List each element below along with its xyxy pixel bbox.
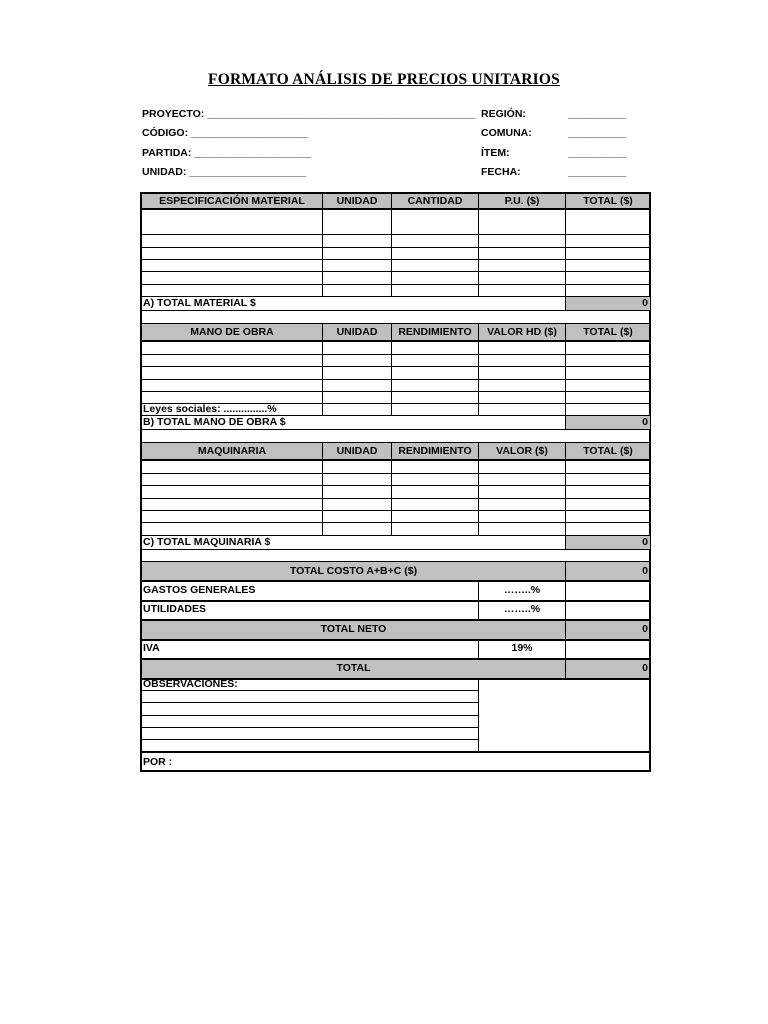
maquinaria-col-rendimiento: RENDIMIENTO — [398, 445, 472, 457]
region-field[interactable]: __________ — [568, 108, 627, 120]
fecha-field[interactable]: __________ — [568, 166, 627, 178]
maquinaria-col-valor: VALOR ($) — [496, 445, 548, 457]
total-neto-value: 0 — [642, 623, 648, 635]
material-col-especificacion: ESPECIFICACIÓN MATERIAL — [159, 195, 305, 207]
material-col-unidad: UNIDAD — [336, 195, 378, 207]
iva-label: IVA — [143, 642, 160, 654]
maquinaria-col-maquinaria: MAQUINARIA — [197, 445, 267, 457]
proyecto-field[interactable]: PROYECTO: ______________________________________________ — [142, 108, 476, 120]
total-neto-label: TOTAL NETO — [320, 623, 387, 635]
unidad-field[interactable]: UNIDAD: ____________________ — [142, 166, 307, 178]
mano-obra-col-valor-hd: VALOR HD ($) — [487, 326, 557, 338]
maquinaria-total-value: 0 — [642, 536, 648, 548]
mano-obra-total-label: B) TOTAL MANO DE OBRA $ — [143, 416, 286, 428]
maquinaria-col-total: TOTAL ($) — [583, 445, 633, 457]
utilidades-label: UTILIDADES — [143, 603, 206, 615]
observaciones-label: OBSERVACIONES: — [143, 678, 238, 690]
maquinaria-total-label: C) TOTAL MAQUINARIA $ — [143, 536, 271, 548]
total-costo-label: TOTAL COSTO A+B+C ($) — [289, 565, 418, 577]
iva-pct: 19% — [511, 642, 533, 654]
material-total-label: A) TOTAL MATERIAL $ — [143, 297, 256, 309]
comuna-field[interactable]: __________ — [568, 127, 627, 139]
mano-obra-col-rendimiento: RENDIMIENTO — [398, 326, 472, 338]
mano-obra-col-unidad: UNIDAD — [336, 326, 378, 338]
total-costo-value: 0 — [642, 565, 648, 577]
material-total-value: 0 — [642, 297, 648, 309]
price-analysis-sheet — [140, 192, 651, 772]
region-label: REGIÓN: — [481, 108, 526, 120]
item-field[interactable]: __________ — [568, 147, 627, 159]
leyes-sociales-label: Leyes sociales: ...............% — [143, 403, 277, 415]
gastos-generales-pct[interactable]: ……..% — [503, 584, 541, 596]
partida-field[interactable]: PARTIDA: ____________________ — [142, 147, 312, 159]
material-col-pu: P.U. ($) — [504, 195, 540, 207]
material-col-total: TOTAL ($) — [583, 195, 633, 207]
fecha-label: FECHA: — [481, 166, 521, 178]
total-value: 0 — [642, 662, 648, 674]
material-col-cantidad: CANTIDAD — [407, 195, 463, 207]
gastos-generales-label: GASTOS GENERALES — [143, 584, 256, 596]
item-label: ÍTEM: — [481, 147, 510, 159]
utilidades-pct[interactable]: ……..% — [503, 603, 541, 615]
maquinaria-col-unidad: UNIDAD — [336, 445, 378, 457]
form-title: FORMATO ANÁLISIS DE PRECIOS UNITARIOS — [208, 71, 560, 88]
comuna-label: COMUNA: — [481, 127, 532, 139]
codigo-field[interactable]: CÓDIGO: ____________________ — [142, 127, 308, 139]
mano-obra-col-mano: MANO DE OBRA — [190, 326, 274, 338]
total-label: TOTAL — [336, 662, 371, 674]
mano-obra-total-value: 0 — [642, 416, 648, 428]
mano-obra-col-total: TOTAL ($) — [583, 326, 633, 338]
por-label: POR : — [143, 756, 173, 768]
